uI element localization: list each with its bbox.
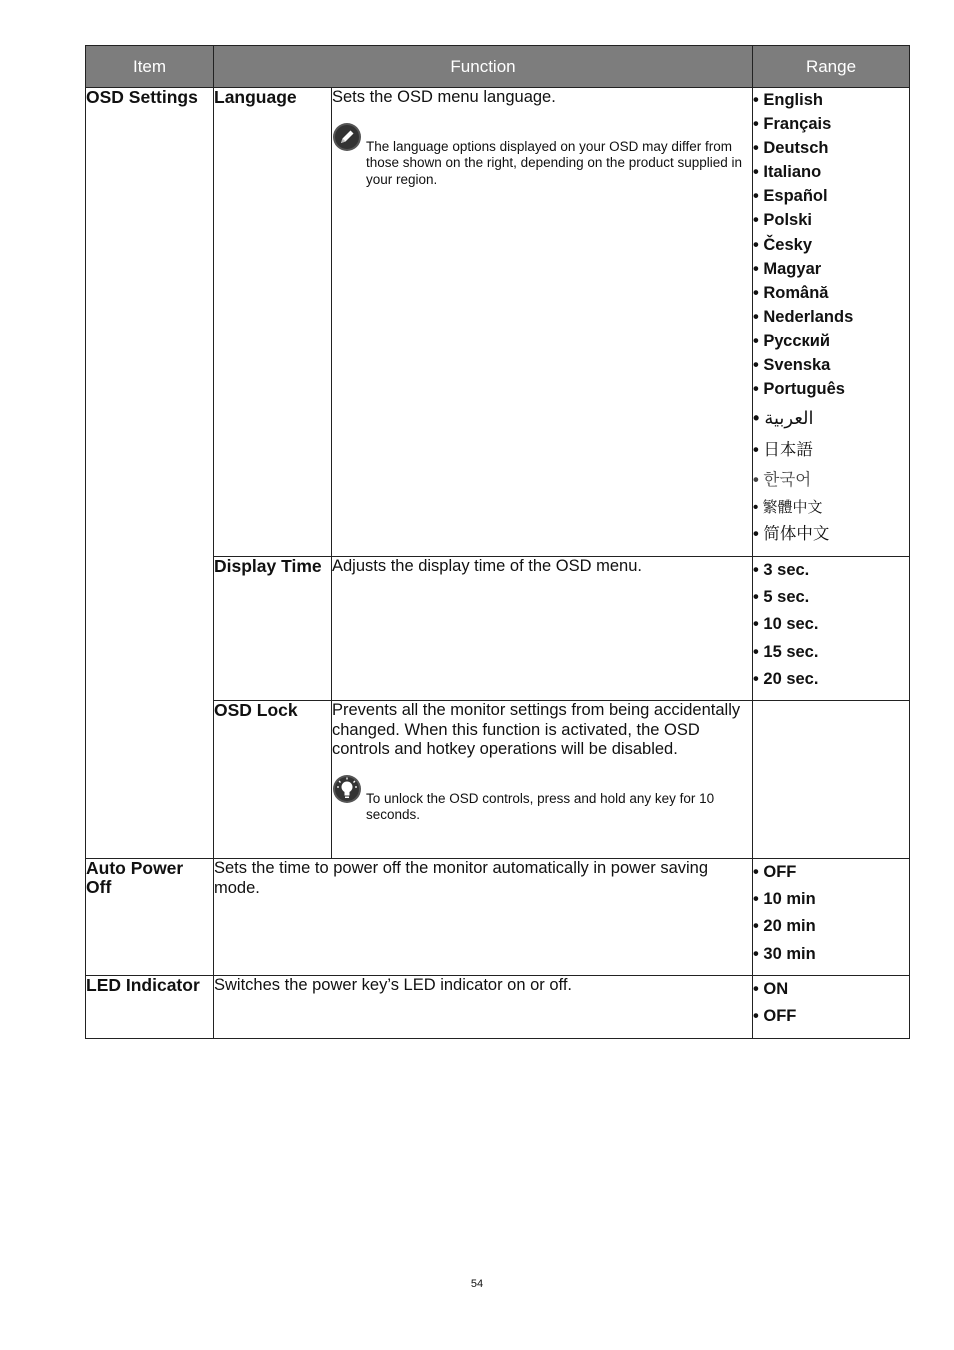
language-note (332, 122, 752, 189)
subitem-osd-lock: OSD Lock (214, 701, 332, 859)
display-time-description: Adjusts the display time of the OSD menu. (332, 557, 753, 701)
page-number: 54 (470, 1278, 484, 1290)
header-function: Function (214, 46, 753, 88)
list-item: • ON (753, 976, 909, 1003)
table-row-auto-power-off (86, 859, 910, 976)
list-item: • 20 sec. (753, 666, 909, 693)
list-item: • English (753, 88, 909, 112)
list-item: • Magyar (753, 257, 909, 281)
language-options-list (753, 88, 909, 547)
list-item: • OFF (753, 1003, 909, 1030)
list-item: • Português (753, 377, 909, 401)
display-time-range-cell (753, 557, 910, 701)
header-item: Item (86, 46, 214, 88)
table-row-led-indicator (86, 976, 910, 1039)
led-indicator-options-list (753, 976, 909, 1030)
list-item: • 日本語 (753, 435, 909, 465)
list-item: • 5 sec. (753, 584, 909, 611)
list-item: • 30 min (753, 941, 909, 968)
list-item: • Русский (753, 329, 909, 353)
led-indicator-range-cell (753, 976, 910, 1039)
language-note-text: The language options displayed on your OSD may differ from those shown on the right, depending on the product supplied in your region. (366, 138, 743, 187)
led-indicator-description: Switches the power key’s LED indicator on or off. (214, 976, 753, 1039)
list-item: • 10 sec. (753, 611, 909, 638)
list-item: • 15 sec. (753, 639, 909, 666)
list-item: • Svenska (753, 353, 909, 377)
display-time-options-list (753, 557, 909, 693)
subitem-language: Language (214, 88, 332, 557)
list-item: • OFF (753, 859, 909, 886)
language-range-cell (753, 88, 910, 557)
auto-power-off-description: Sets the time to power off the monitor automatically in power saving mode. (214, 859, 753, 976)
header-range: Range (753, 46, 910, 88)
item-auto-power-off: Auto Power Off (86, 859, 214, 976)
list-item: • 繁體中文 (753, 495, 909, 521)
list-item: • Français (753, 112, 909, 136)
list-item: • Italiano (753, 160, 909, 184)
list-item: • 简体中文 (753, 521, 909, 547)
list-item: • Română (753, 281, 909, 305)
subitem-display-time: Display Time (214, 557, 332, 701)
list-item: • Nederlands (753, 305, 909, 329)
list-item: • العربية (753, 401, 909, 435)
auto-power-off-options-list (753, 859, 909, 968)
list-item: • 3 sec. (753, 557, 909, 584)
language-function-cell (332, 88, 753, 557)
lightbulb-icon (332, 774, 362, 804)
pencil-icon (332, 122, 362, 152)
auto-power-off-range-cell (753, 859, 910, 976)
list-item: • 한국어 (753, 465, 909, 495)
list-item: • Polski (753, 208, 909, 232)
osd-lock-tip (332, 774, 752, 824)
list-item: • 10 min (753, 886, 909, 913)
osd-lock-range-cell (753, 701, 910, 859)
table-row-language (86, 88, 910, 557)
list-item: • Deutsch (753, 136, 909, 160)
item-osd-settings: OSD Settings (86, 88, 214, 859)
list-item: • Español (753, 184, 909, 208)
language-description: Sets the OSD menu language. (332, 88, 556, 106)
item-led-indicator: LED Indicator (86, 976, 214, 1039)
osd-lock-function-cell (332, 701, 753, 859)
osd-lock-description: Prevents all the monitor settings from being accidentally changed. When this function is activated, the OSD controls and hotkey operations will be disabled. (332, 701, 741, 758)
osd-lock-tip-text: To unlock the OSD controls, press and hold any key for 10 seconds. (366, 790, 715, 822)
table-header-row (86, 46, 910, 88)
list-item: • 20 min (753, 913, 909, 940)
list-item: • Česky (753, 233, 909, 257)
osd-settings-table (85, 45, 910, 1039)
